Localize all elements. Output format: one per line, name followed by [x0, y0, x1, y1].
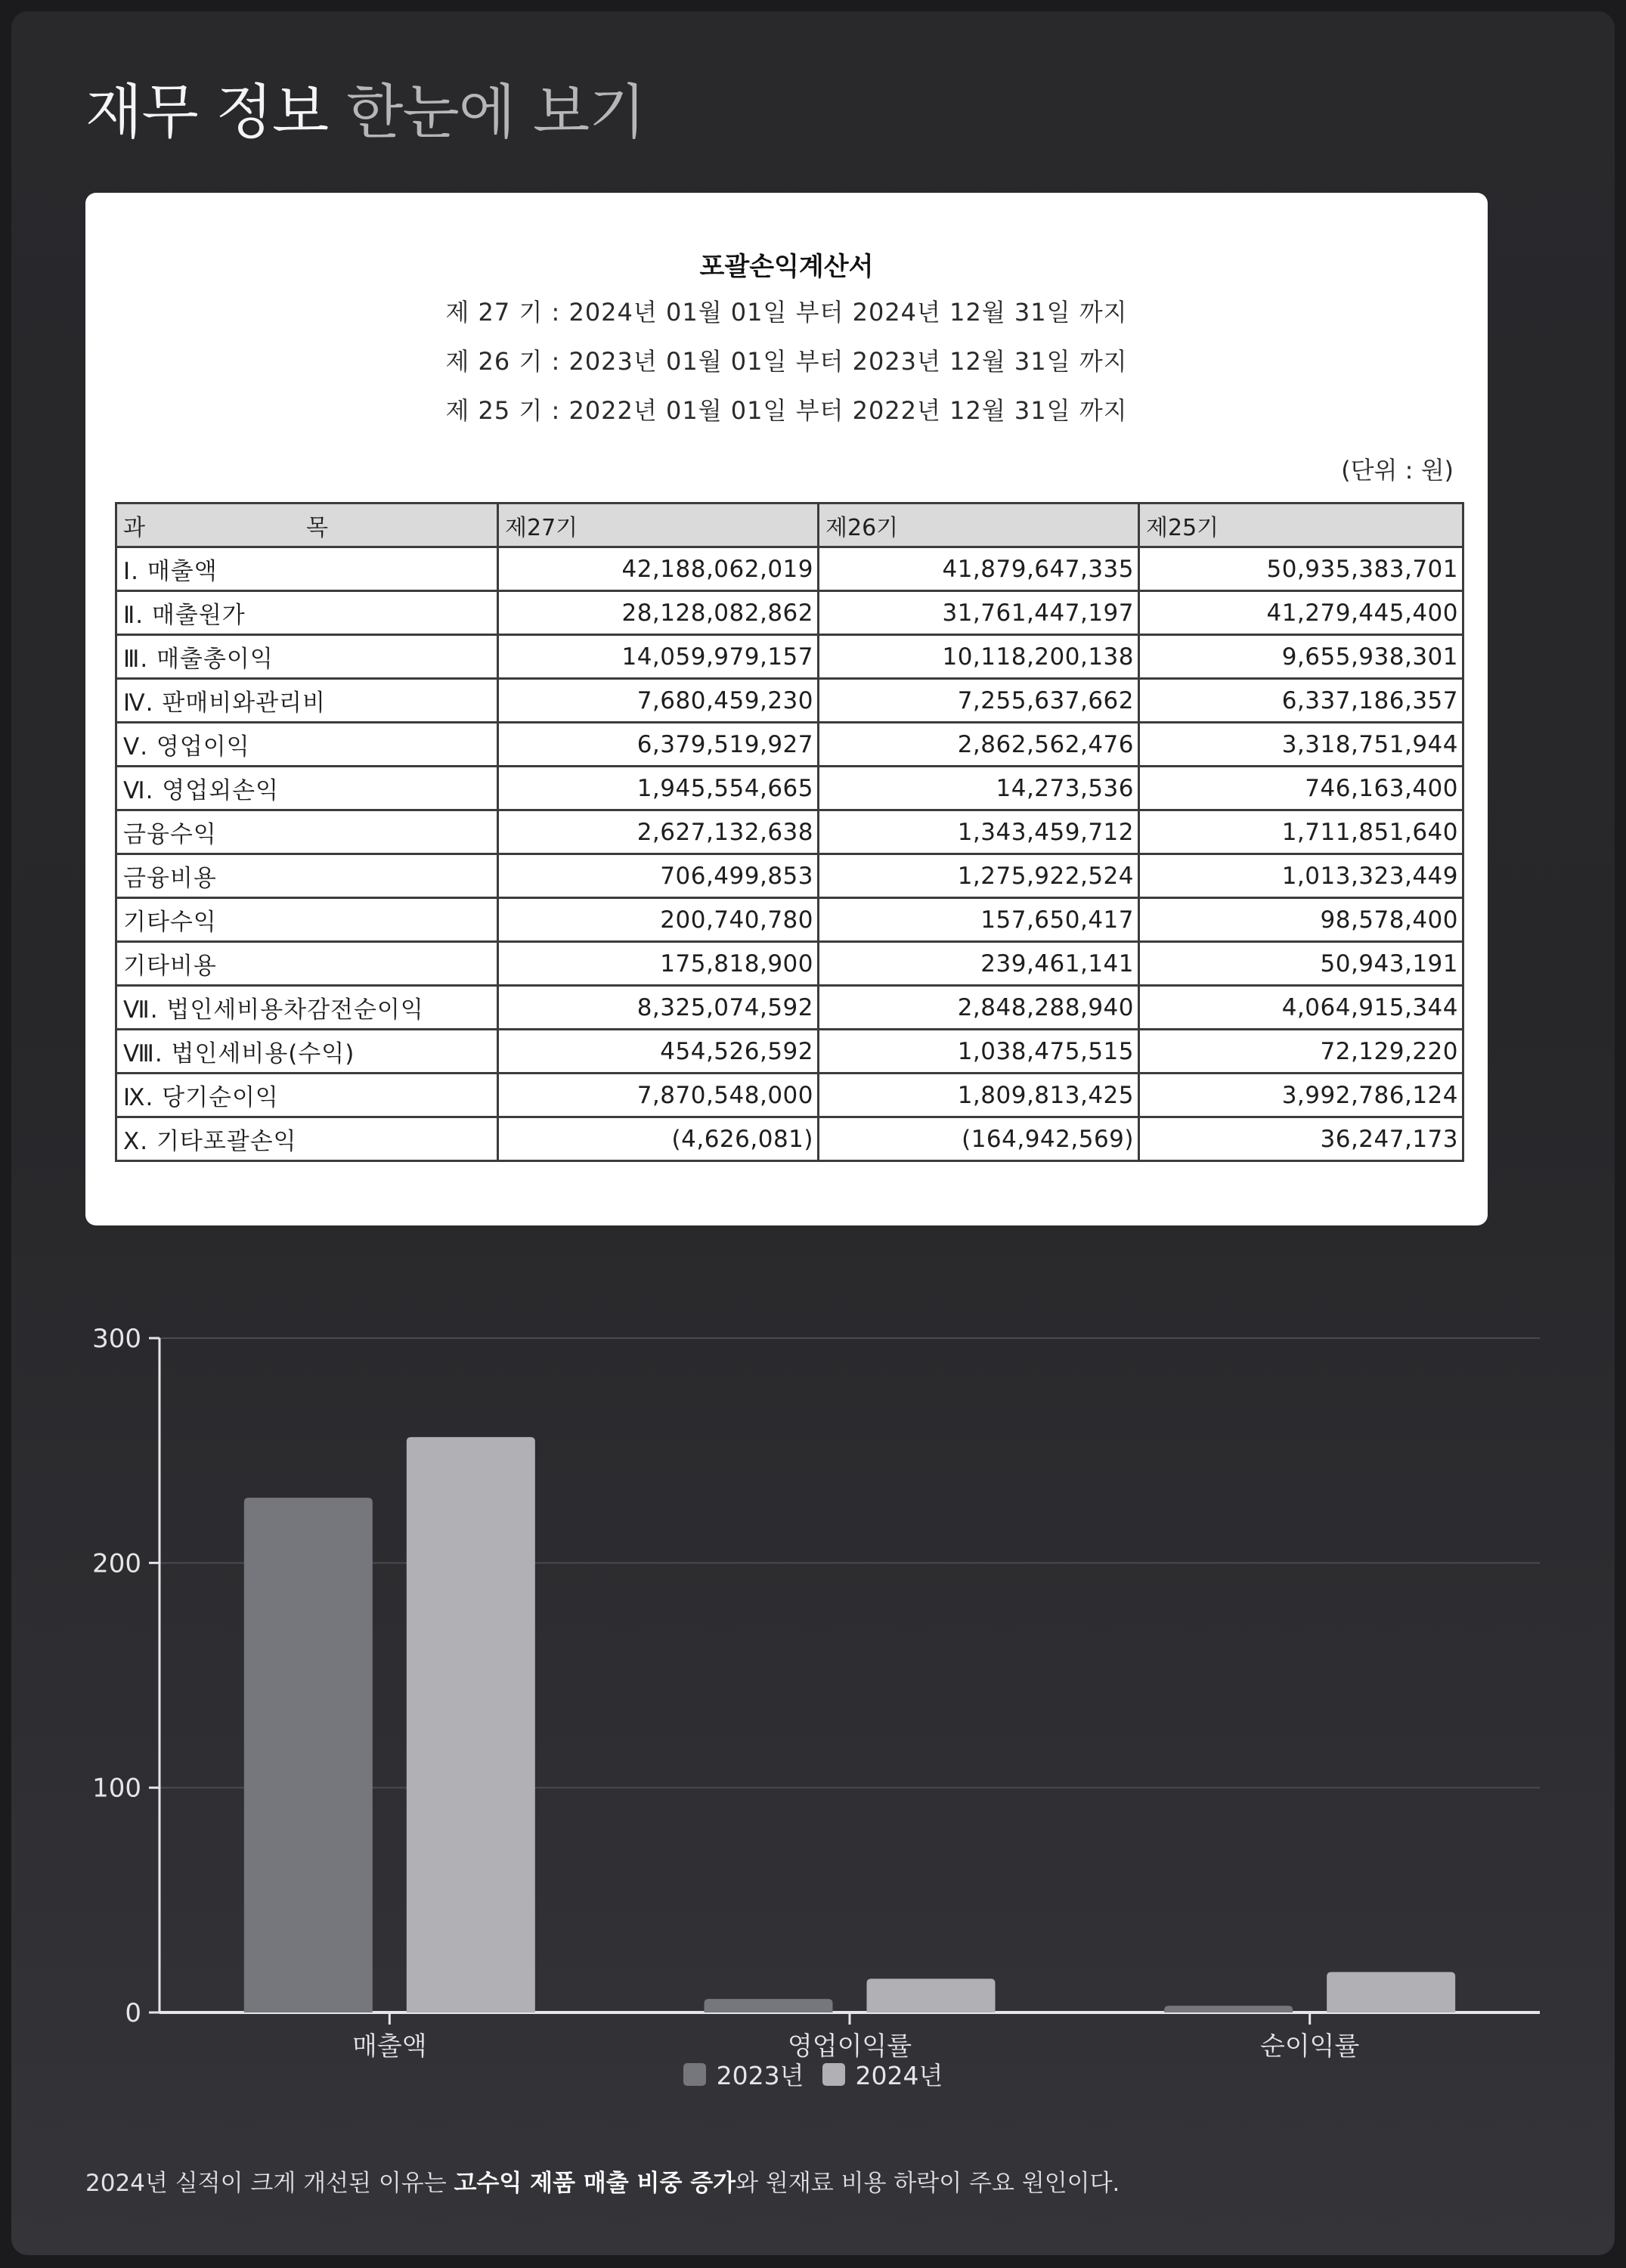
- row-value: 1,809,813,425: [819, 1074, 1139, 1117]
- table-row: [116, 898, 1463, 942]
- row-item-label: Ⅴ. 영업이익: [116, 723, 498, 767]
- row-value: 2,848,288,940: [819, 986, 1139, 1030]
- legend-item: [822, 2056, 943, 2092]
- row-value: 7,870,548,000: [498, 1074, 819, 1117]
- y-tick-label: 100: [92, 1773, 141, 1804]
- row-value: 98,578,400: [1139, 898, 1463, 942]
- table-row: [116, 679, 1463, 723]
- table-row: [116, 723, 1463, 767]
- unit-label: (단위 : 원): [1341, 456, 1454, 485]
- legend-swatch: [683, 2063, 706, 2086]
- table-row: [116, 942, 1463, 986]
- row-value: (164,942,569): [819, 1117, 1139, 1161]
- row-value: 157,650,417: [819, 898, 1139, 942]
- footnote-suffix: 와 원재료 비용 하락이 주요 원인이다.: [736, 2170, 1120, 2197]
- legend-item: [683, 2056, 804, 2092]
- row-value: 3,992,786,124: [1139, 1074, 1463, 1117]
- row-value: 9,655,938,301: [1139, 635, 1463, 679]
- row-value: 50,935,383,701: [1139, 547, 1463, 591]
- row-value: 72,129,220: [1139, 1030, 1463, 1074]
- table-row: [116, 1074, 1463, 1117]
- row-value: 42,188,062,019: [498, 547, 819, 591]
- table-row: [116, 810, 1463, 854]
- row-value: 10,118,200,138: [819, 635, 1139, 679]
- header-period-27: 제27기: [498, 503, 819, 547]
- row-item-label: Ⅰ. 매출액: [116, 547, 498, 591]
- row-value: 31,761,447,197: [819, 591, 1139, 635]
- table-body: [116, 547, 1463, 1161]
- header-item-a: 과: [123, 514, 145, 541]
- page-title-main: 재무 정보: [85, 79, 329, 147]
- x-tick-label: 순이익률: [1259, 2031, 1360, 2062]
- row-value: 3,318,751,944: [1139, 723, 1463, 767]
- x-tick-label: 영업이익률: [787, 2031, 912, 2062]
- bar-chart: [0, 1285, 1626, 2117]
- row-value: 14,273,536: [819, 767, 1139, 810]
- bar-2023-1: [705, 1999, 833, 2012]
- table-row: [116, 767, 1463, 810]
- header-period-26: 제26기: [819, 503, 1139, 547]
- row-item-label: Ⅱ. 매출원가: [116, 591, 498, 635]
- row-item-label: 기타수익: [116, 898, 498, 942]
- footnote: [85, 2164, 1120, 2198]
- legend-label: 2024년: [855, 2061, 943, 2090]
- footnote-prefix: 2024년 실적이 크게 개선된 이유는: [85, 2170, 454, 2197]
- row-value: (4,626,081): [498, 1117, 819, 1161]
- bar-2024-2: [1327, 1972, 1455, 2012]
- footnote-bold: 고수익 제품 매출 비중 증가: [454, 2170, 736, 2197]
- income-statement-table: [115, 502, 1464, 1162]
- row-value: 2,862,562,476: [819, 723, 1139, 767]
- header-item: [116, 503, 498, 547]
- row-value: 1,711,851,640: [1139, 810, 1463, 854]
- page-title: [85, 65, 646, 150]
- period-26: 제 26 기 : 2023년 01월 01일 부터 2023년 12월 31일 까지: [445, 347, 1128, 376]
- table-row: [116, 547, 1463, 591]
- row-value: 200,740,780: [498, 898, 819, 942]
- row-item-label: Ⅲ. 매출총이익: [116, 635, 498, 679]
- table-row: [116, 854, 1463, 898]
- table-row: [116, 986, 1463, 1030]
- y-tick-label: 300: [92, 1324, 141, 1354]
- y-tick-label: 0: [125, 1998, 141, 2028]
- row-value: 6,337,186,357: [1139, 679, 1463, 723]
- page-title-rest: 한눈에 보기: [345, 79, 646, 147]
- row-value: 28,128,082,862: [498, 591, 819, 635]
- row-value: 454,526,592: [498, 1030, 819, 1074]
- table-row: [116, 1117, 1463, 1161]
- row-value: 41,879,647,335: [819, 547, 1139, 591]
- row-value: 41,279,445,400: [1139, 591, 1463, 635]
- row-value: 7,255,637,662: [819, 679, 1139, 723]
- row-value: 1,343,459,712: [819, 810, 1139, 854]
- row-value: 7,680,459,230: [498, 679, 819, 723]
- legend-label: 2023년: [716, 2061, 804, 2090]
- row-value: 706,499,853: [498, 854, 819, 898]
- table-row: [116, 635, 1463, 679]
- chart-legend: [0, 2056, 1626, 2092]
- income-statement-image: [85, 193, 1488, 1225]
- statement-title: 포괄손익계산서: [699, 252, 874, 282]
- row-value: 2,627,132,638: [498, 810, 819, 854]
- bar-chart-svg: [0, 1285, 1626, 2117]
- row-item-label: 금융수익: [116, 810, 498, 854]
- row-value: 175,818,900: [498, 942, 819, 986]
- header-period-25: 제25기: [1139, 503, 1463, 547]
- row-value: 6,379,519,927: [498, 723, 819, 767]
- bar-2023-2: [1164, 2006, 1293, 2012]
- bar-2024-1: [867, 1978, 996, 2012]
- row-value: 50,943,191: [1139, 942, 1463, 986]
- y-tick-label: 200: [92, 1548, 141, 1579]
- row-item-label: Ⅵ. 영업외손익: [116, 767, 498, 810]
- row-value: 1,038,475,515: [819, 1030, 1139, 1074]
- row-item-label: 기타비용: [116, 942, 498, 986]
- row-value: 4,064,915,344: [1139, 986, 1463, 1030]
- period-27: 제 27 기 : 2024년 01월 01일 부터 2024년 12월 31일 까지: [445, 298, 1128, 327]
- x-tick-label: 매출액: [352, 2031, 427, 2062]
- row-item-label: Ⅷ. 법인세비용(수익): [116, 1030, 498, 1074]
- row-value: 1,275,922,524: [819, 854, 1139, 898]
- row-item-label: Ⅳ. 판매비와관리비: [116, 679, 498, 723]
- row-value: 8,325,074,592: [498, 986, 819, 1030]
- row-value: 1,013,323,449: [1139, 854, 1463, 898]
- table-row: [116, 591, 1463, 635]
- row-item-label: 금융비용: [116, 854, 498, 898]
- row-value: 36,247,173: [1139, 1117, 1463, 1161]
- bar-2023-0: [244, 1498, 373, 2012]
- row-value: 14,059,979,157: [498, 635, 819, 679]
- table-header-row: [116, 503, 1463, 547]
- legend-swatch: [822, 2063, 845, 2086]
- bar-2024-0: [407, 1437, 535, 2012]
- row-item-label: Ⅶ. 법인세비용차감전순이익: [116, 986, 498, 1030]
- row-value: 239,461,141: [819, 942, 1139, 986]
- table-row: [116, 1030, 1463, 1074]
- row-item-label: Ⅹ. 기타포괄손익: [116, 1117, 498, 1161]
- row-item-label: Ⅸ. 당기순이익: [116, 1074, 498, 1117]
- row-value: 1,945,554,665: [498, 767, 819, 810]
- header-item-b: 목: [306, 514, 328, 541]
- period-25: 제 25 기 : 2022년 01월 01일 부터 2022년 12월 31일 까지: [445, 396, 1128, 425]
- row-value: 746,163,400: [1139, 767, 1463, 810]
